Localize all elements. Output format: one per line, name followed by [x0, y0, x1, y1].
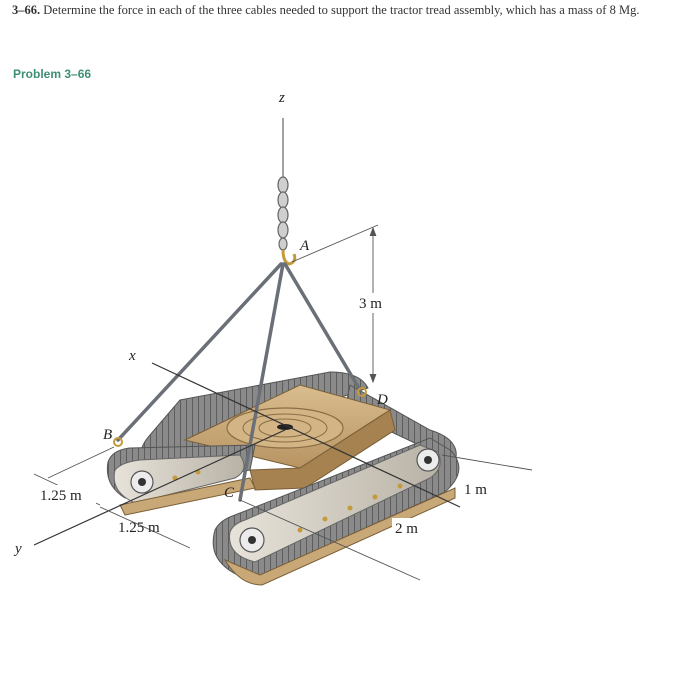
chain — [278, 177, 288, 250]
dim-d-y-label: 1 m — [464, 482, 487, 498]
problem-heading: Problem 3–66 — [13, 67, 92, 81]
dim-b-y-label: 1.25 m — [40, 488, 82, 504]
tread-assembly — [107, 372, 459, 585]
cable-ad — [285, 264, 360, 390]
z-axis-label: z — [279, 90, 285, 106]
x-axis-label: x — [129, 348, 136, 364]
problem-statement-text: Determine the force in each of the three cables needed to support the tractor tread assembly, which has a mass of 8 Mg. — [43, 3, 640, 17]
point-b-label: B — [103, 427, 113, 443]
point-c-label: C — [224, 485, 235, 501]
point-d-label: D — [377, 392, 388, 408]
dim-height-label: 3 m — [359, 296, 382, 312]
point-a-label: A — [300, 238, 310, 254]
dim-d-x-label: 2 m — [395, 521, 418, 537]
problem-number: 3–66. — [12, 3, 41, 17]
y-axis-label: y — [15, 541, 22, 557]
dim-c-y-label: 1.25 m — [118, 520, 160, 536]
